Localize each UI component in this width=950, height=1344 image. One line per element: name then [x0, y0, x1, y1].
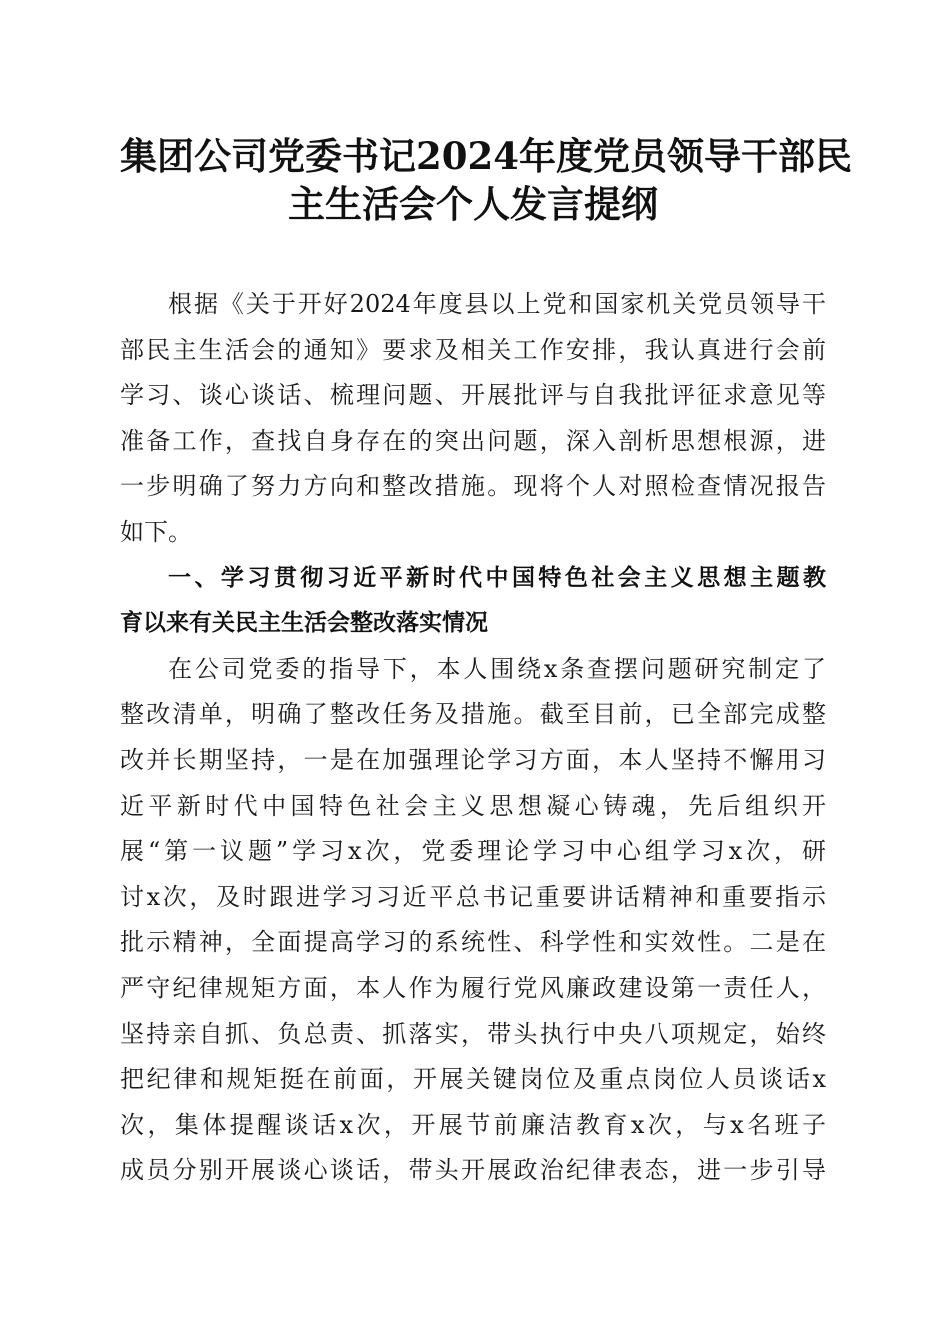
document-body — [120, 282, 826, 1194]
text-line: 准备工作，查找自身存在的突出问题，深入剖析思想根源，进 — [120, 426, 826, 455]
text-line: 学习、谈心谈话、梳理问题、开展批评与自我批评征求意见等 — [120, 381, 826, 410]
section-heading — [120, 556, 826, 647]
section-paragraph — [120, 647, 826, 1194]
heading-line: 育以来有关民主生活会整改落实情况 — [120, 610, 488, 637]
document-title — [120, 132, 852, 228]
heading-line: 一、学习贯彻习近平新时代中国特色社会主义思想主题教 — [168, 564, 826, 591]
text-line: 如下。 — [120, 517, 192, 546]
text-line: 成员分别开展谈心谈话，带头开展政治纪律表态，进一步引导 — [120, 1156, 826, 1185]
text-line: 整改清单，明确了整改任务及措施。截至目前，已全部完成整 — [120, 700, 826, 729]
text-line: 严守纪律规矩方面，本人作为履行党风廉政建设第一责任人， — [120, 973, 826, 1002]
text-line: 部民主生活会的通知》要求及相关工作安排，我认真进行会前 — [120, 335, 826, 364]
text-line: 根据《关于开好2024年度县以上党和国家机关党员领导干 — [168, 290, 826, 318]
text-line: 讨x次，及时跟进学习习近平总书记重要讲话精神和重要指示 — [120, 882, 826, 911]
text-line: 把纪律和规矩挺在前面，开展关键岗位及重点岗位人员谈话x — [120, 1065, 826, 1094]
text-line: 近平新时代中国特色社会主义思想凝心铸魂，先后组织开 — [120, 791, 826, 820]
text-line: 在公司党委的指导下，本人围绕x条查摆问题研究制定了 — [168, 654, 826, 683]
text-line: 一步明确了努力方向和整改措施。现将个人对照检查情况报告 — [120, 472, 826, 501]
text-line: 展“第一议题”学习x次，党委理论学习中心组学习x次，研 — [120, 837, 826, 866]
text-line: 坚持亲自抓、负总责、抓落实，带头执行中央八项规定，始终 — [120, 1019, 826, 1048]
text-line: 批示精神，全面提高学习的系统性、科学性和实效性。二是在 — [120, 928, 826, 957]
title-line-2: 主生活会个人发言提纲 — [288, 182, 658, 226]
text-line: 改并长期坚持，一是在加强理论学习方面，本人坚持不懈用习 — [120, 745, 826, 774]
document-page — [120, 132, 852, 1194]
title-line-1: 集团公司党委书记2024年度党员领导干部民 — [120, 134, 852, 178]
intro-paragraph — [120, 282, 826, 556]
text-line: 次，集体提醒谈话x次，开展节前廉洁教育x次，与x名班子 — [120, 1110, 826, 1139]
